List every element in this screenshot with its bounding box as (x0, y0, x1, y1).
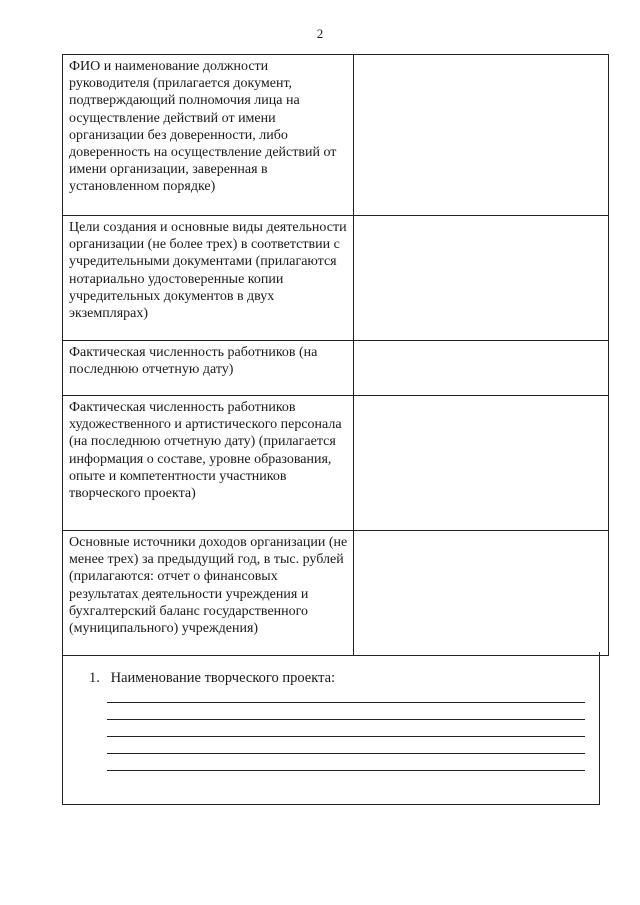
fill-line[interactable] (107, 770, 585, 771)
row-label-goals: Цели создания и основные виды деятельности организации (не более трех) в соответствии с учредительными документами (прилагаются нотариально удостоверенные копии учредительных документов в двух экземплярах) (63, 216, 354, 341)
table-row (63, 531, 609, 656)
row-value-headcount[interactable] (354, 341, 609, 396)
row-label-income-sources: Основные источники доходов организации (не менее трех) за предыдущий год, в тыс. рублей (прилагаются: отчет о финансовых результатах деятельности учреждения и бухгалтерский баланс государственного (муниципального) учреждения) (63, 531, 354, 656)
row-value-income-sources[interactable] (354, 531, 609, 656)
fill-line[interactable] (107, 702, 585, 703)
row-value-goals[interactable] (354, 216, 609, 341)
row-label-headcount: Фактическая численность работников (на последнюю отчетную дату) (63, 341, 354, 396)
row-label-artistic-staff: Фактическая численность работников художественного и артистического персонала (на последнюю отчетную дату) (прилагается информация о составе, уровне образования, опыте и компетентности участников творческого проекта) (63, 396, 354, 531)
page-number: 2 (316, 26, 324, 41)
table-row (63, 396, 609, 531)
row-value-director[interactable] (354, 55, 609, 216)
section-title: Наименование творческого проекта: (110, 670, 336, 686)
section-heading (89, 670, 335, 687)
fill-line[interactable] (107, 753, 585, 754)
fill-line[interactable] (107, 719, 585, 720)
fill-line[interactable] (107, 736, 585, 737)
row-value-artistic-staff[interactable] (354, 396, 609, 531)
row-label-director: ФИО и наименование должности руководителя (прилагается документ, подтверждающий полномочия лица на осуществление действий от имени организации без доверенности, либо доверенность на осуществление действий от имени организации, заверенная в установленном порядке) (63, 55, 354, 216)
application-form-table (62, 54, 609, 656)
table-row (63, 216, 609, 341)
section-number: 1. (89, 670, 100, 686)
table-row (63, 55, 609, 216)
project-name-section (62, 652, 600, 805)
table-row (63, 341, 609, 396)
